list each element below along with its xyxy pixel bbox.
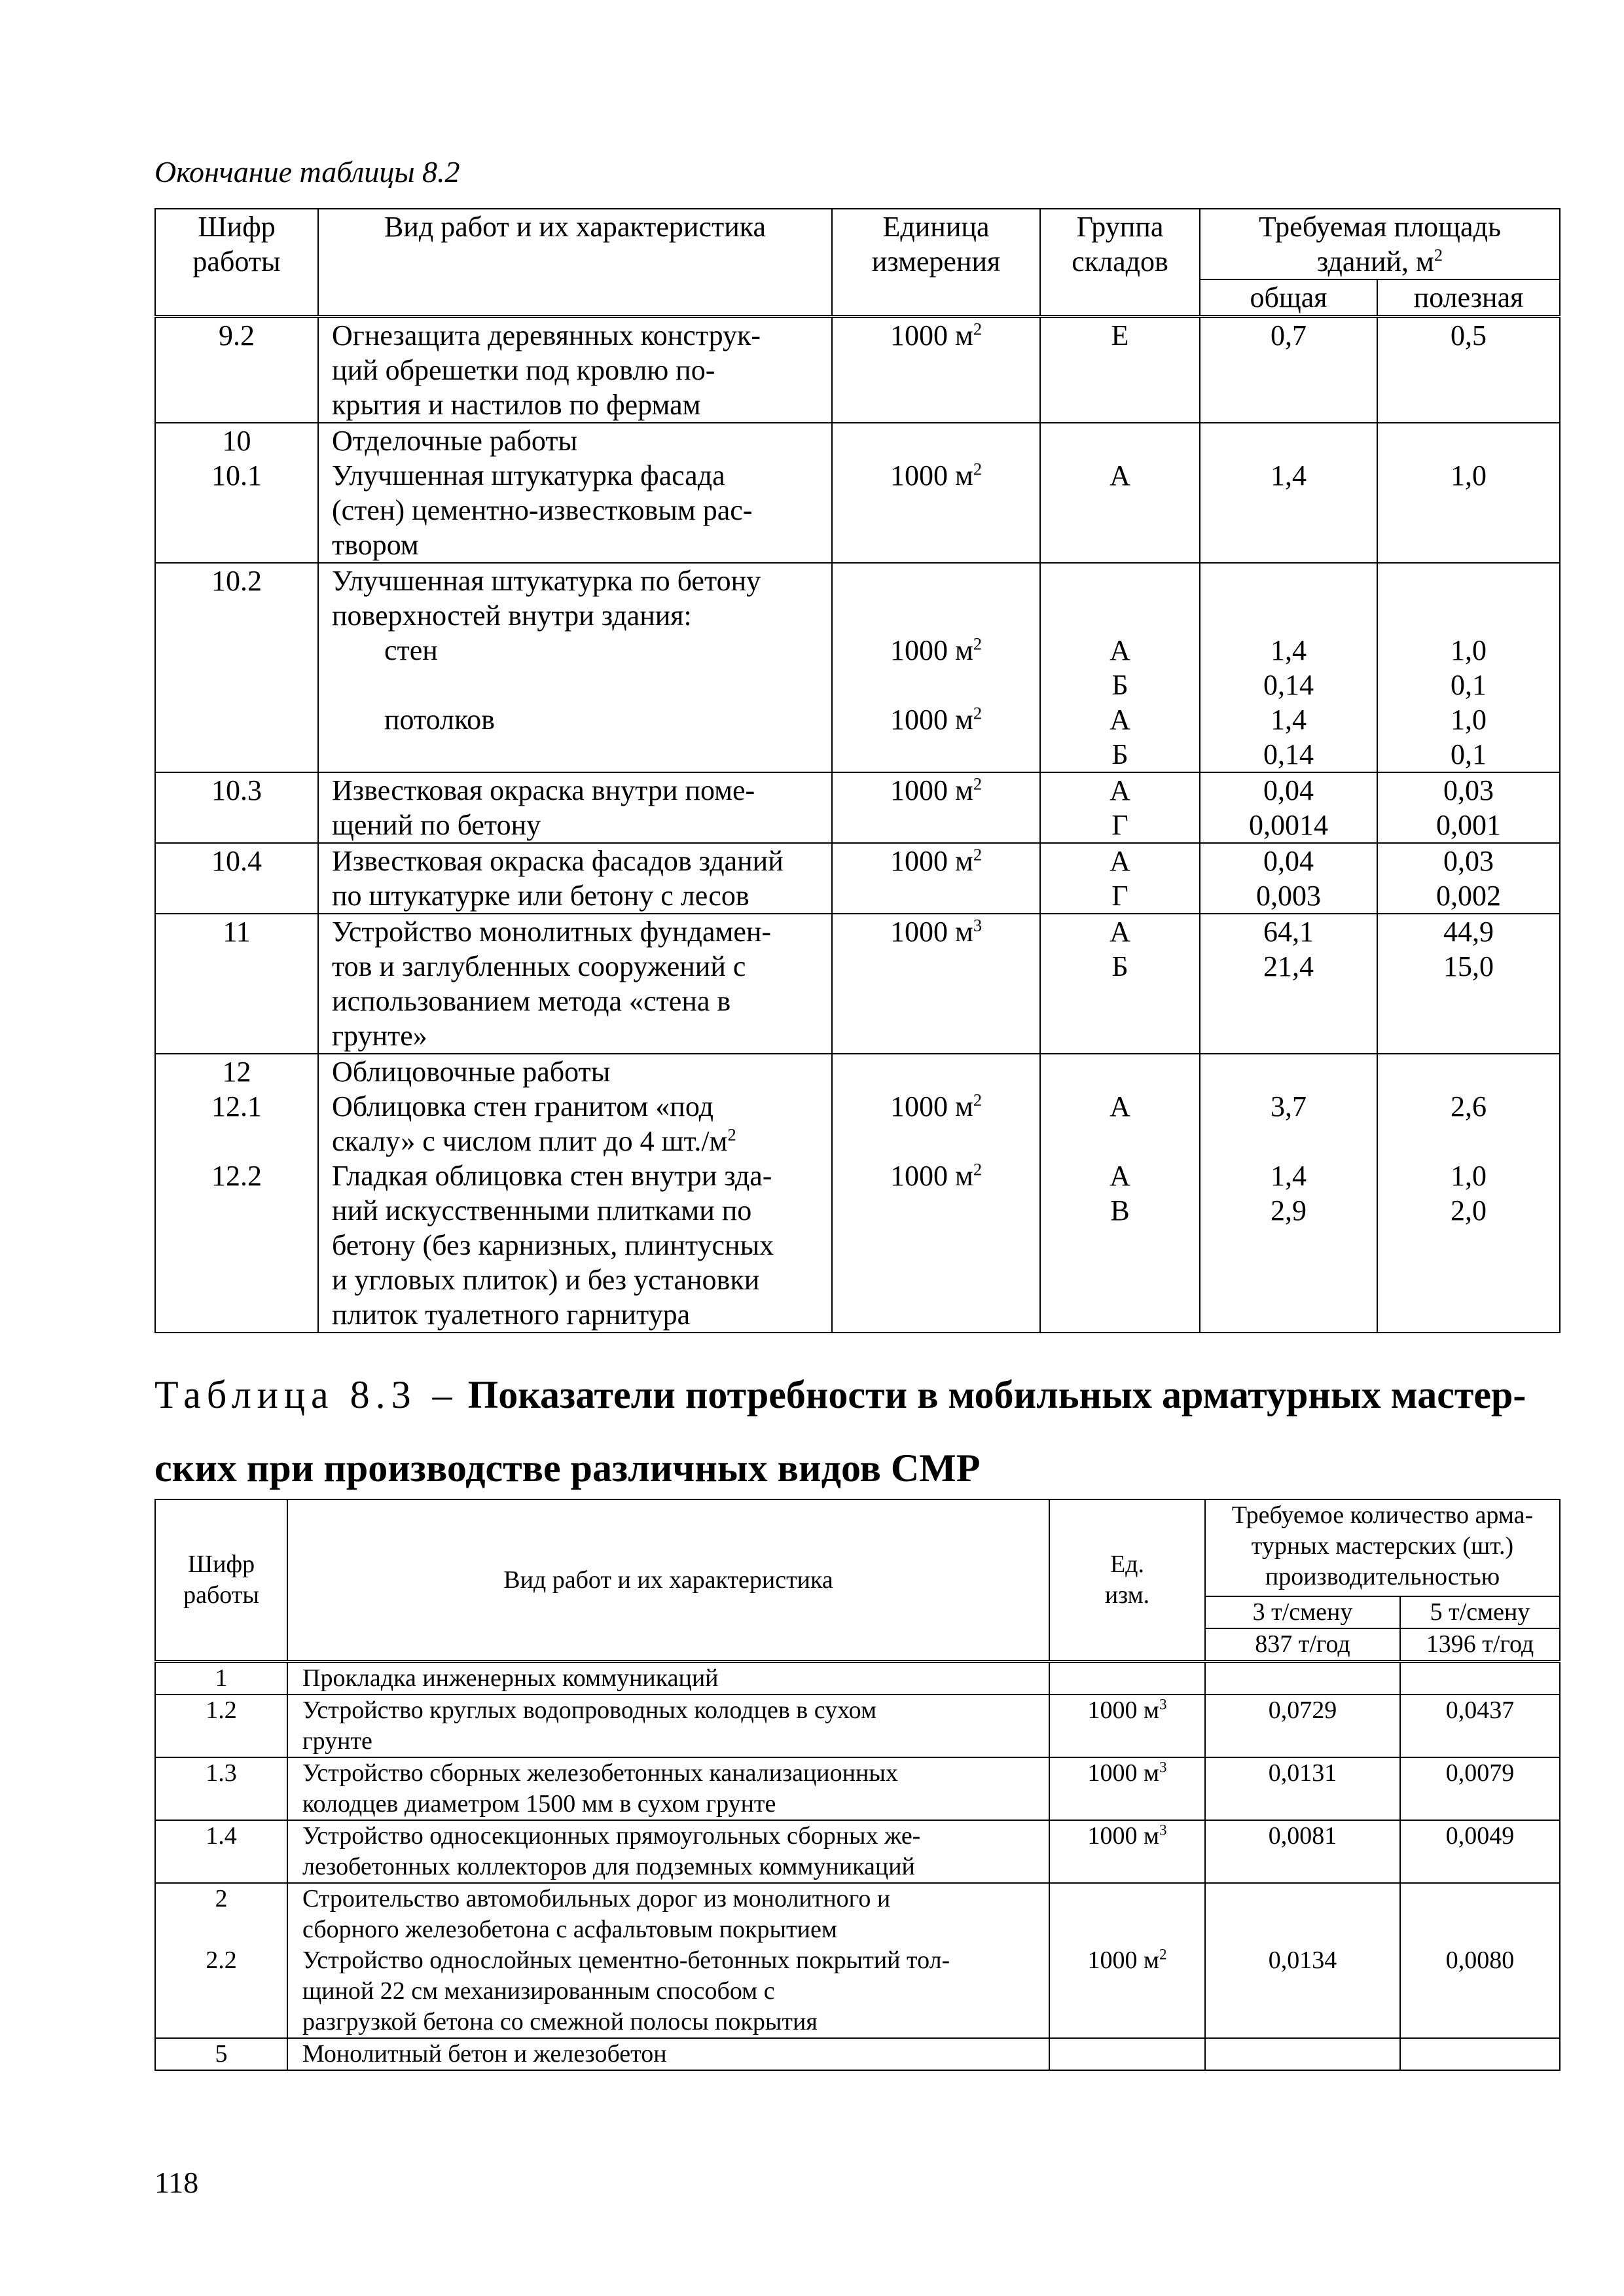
cell-line: Облицовочные работы <box>332 1056 611 1088</box>
table-row <box>155 1662 1560 1695</box>
cell-line: 15,0 <box>1443 950 1494 982</box>
page-number: 118 <box>154 2166 199 2199</box>
cell-line: бетону (без карнизных, плинтусных <box>332 1229 774 1261</box>
superscript: 2 <box>973 774 983 794</box>
cell-line: 0,1 <box>1451 669 1487 701</box>
cell-line <box>1401 1884 1559 1914</box>
cell-line: плиток туалетного гарнитура <box>332 1299 691 1331</box>
cell-desc <box>318 563 832 772</box>
cell-line: Прокладка инженерных коммуникаций <box>302 1664 719 1692</box>
cell-line <box>1050 1884 1204 1914</box>
superscript: 3 <box>973 915 983 935</box>
cell-line: грунте» <box>332 1020 427 1052</box>
cell-line <box>1200 564 1377 598</box>
cell-line <box>1206 2039 1399 2070</box>
t2-header-c1a: 3 т/смену <box>1205 1596 1400 1628</box>
cell-line: А <box>1110 1090 1130 1122</box>
cell-code <box>155 1757 287 1820</box>
cell-unit <box>832 772 1040 843</box>
cell-code <box>155 423 318 563</box>
cell-line: Устройство однослойных цементно-бетонных покрытий тол- <box>302 1946 950 1974</box>
cell-line: 1.3 <box>206 1759 237 1787</box>
superscript: 2 <box>973 1090 983 1110</box>
cell-line <box>1378 1054 1559 1089</box>
header-group: Группа складов <box>1040 209 1200 317</box>
cell-line: 0,14 <box>1263 669 1314 701</box>
table-8-2 <box>154 208 1561 1333</box>
table-row <box>155 843 1560 914</box>
cell-line: грунте <box>302 1727 372 1755</box>
cell-desc <box>287 1820 1049 1883</box>
cell-line: 44,9 <box>1443 916 1494 948</box>
table-row <box>155 772 1560 843</box>
cell-line: 2,9 <box>1271 1194 1307 1227</box>
cell-unit <box>1049 1820 1205 1883</box>
cell-group <box>1040 1054 1200 1333</box>
cell-line: Г <box>1111 880 1128 912</box>
table-row <box>155 1695 1560 1757</box>
cell-line: скалу» с числом плит до 4 $шт./м^2$ <box>332 1124 736 1157</box>
cell-desc <box>318 317 832 423</box>
superscript: 2 <box>1159 1946 1167 1963</box>
superscript: 2 <box>1434 245 1443 265</box>
cell-line: 1.4 <box>206 1822 237 1850</box>
cell-line: 10.4 <box>211 845 262 877</box>
cell-line: 1000 $м^2$ <box>890 774 983 806</box>
cell-line: 0,0014 <box>1249 809 1328 841</box>
cell-line: 1000 $м^3$ <box>1087 1821 1167 1850</box>
cell-line <box>1050 1663 1204 1694</box>
header-useful: полезная <box>1377 279 1560 317</box>
table-row <box>155 1054 1560 1333</box>
cell-code <box>155 1883 287 2038</box>
cell-unit <box>1049 1695 1205 1757</box>
cell-desc <box>287 1695 1049 1757</box>
superscript: 2 <box>973 634 983 654</box>
cell-desc <box>287 2038 1049 2070</box>
cell-line: 0,14 <box>1263 738 1314 770</box>
cell-line: 3,7 <box>1271 1090 1307 1122</box>
t2-header-c1b: 837 т/год <box>1205 1628 1400 1662</box>
cell-group <box>1040 772 1200 843</box>
cell-line: Б <box>1111 950 1128 982</box>
cell-line: 2.2 <box>206 1946 237 1974</box>
table-body <box>155 317 1560 1333</box>
cell-line <box>1401 2039 1559 2070</box>
cell-line: 64,1 <box>1263 916 1314 948</box>
cell-line: 1000 $м^3$ <box>890 915 983 948</box>
cell-total <box>1200 317 1377 423</box>
cell-line <box>833 668 1039 702</box>
cell-line: стен <box>384 634 438 666</box>
cell-line: Е <box>1111 319 1129 351</box>
cell-line: А <box>1110 704 1130 736</box>
cell-line: 0,04 <box>1263 845 1314 877</box>
cell-v2 <box>1400 1695 1560 1757</box>
cell-line <box>1041 423 1199 458</box>
cell-line: Б <box>1111 669 1128 701</box>
cell-line: 2,6 <box>1451 1090 1487 1122</box>
superscript: 2 <box>973 459 983 479</box>
cell-code <box>155 843 318 914</box>
header-area: Требуемая площадь зданий, $м^2$ <box>1200 209 1560 279</box>
cell-line: Отделочные работы <box>332 425 578 457</box>
t2-header-unit: Ед. изм. <box>1049 1499 1205 1662</box>
cell-group <box>1040 317 1200 423</box>
cell-line <box>1378 1124 1559 1158</box>
cell-line: 0,1 <box>1451 738 1487 770</box>
table-8-3 <box>154 1499 1561 2071</box>
cell-line: ний искусственными плитками по <box>332 1194 752 1227</box>
cell-line: 0,03 <box>1443 845 1494 877</box>
cell-total <box>1200 563 1377 772</box>
table-row <box>155 914 1560 1054</box>
t2-header-code: Шифр работы <box>155 1499 287 1662</box>
t2-header-work: Вид работ и их характеристика <box>287 1499 1049 1662</box>
cell-line: ций обрешетки под кровлю по- <box>332 354 715 386</box>
cell-line: А <box>1110 774 1130 806</box>
cell-line <box>1206 1884 1399 1914</box>
table-8-3-title: Таблица 8.3 – Показатели потребности в мобильных арматурных мастер-ских при производстве различных видов СМР <box>154 1373 1526 1490</box>
cell-line <box>1200 1054 1377 1089</box>
cell-line: 1000 $м^2$ <box>890 1159 983 1192</box>
t2-header-c2b: 1396 т/год <box>1400 1628 1560 1662</box>
table-row <box>155 563 1560 772</box>
cell-total <box>1200 914 1377 1054</box>
cell-line: 0,04 <box>1263 774 1314 806</box>
cell-desc <box>318 423 832 563</box>
cell-line <box>833 598 1039 633</box>
cell-unit <box>1049 1662 1205 1695</box>
table-caption: Окончание таблицы 8.2 <box>154 155 460 188</box>
cell-line: Гладкая облицовка стен внутри зда- <box>332 1160 772 1192</box>
cell-unit <box>1049 1883 1205 2038</box>
table-row <box>155 1883 1560 2038</box>
cell-line: 1000 $м^2$ <box>890 319 983 351</box>
cell-v1 <box>1205 1662 1400 1695</box>
cell-code <box>155 1695 287 1757</box>
cell-line: 10.2 <box>211 565 262 597</box>
cell-line <box>1041 598 1199 633</box>
cell-line <box>1041 1054 1199 1089</box>
cell-line: 0,0437 <box>1445 1696 1515 1724</box>
cell-desc <box>318 914 832 1054</box>
cell-line <box>833 1054 1039 1089</box>
cell-line: (стен) цементно-известковым рас- <box>332 494 753 526</box>
cell-line: и угловых плиток) и без установки <box>332 1264 760 1296</box>
cell-line <box>156 1124 317 1158</box>
cell-unit <box>832 914 1040 1054</box>
cell-line: В <box>1110 1194 1130 1227</box>
cell-code <box>155 772 318 843</box>
cell-code <box>155 914 318 1054</box>
cell-line: 2,0 <box>1451 1194 1487 1227</box>
cell-line: 0,7 <box>1271 319 1307 351</box>
cell-total <box>1200 772 1377 843</box>
cell-line: 1 <box>215 1664 228 1692</box>
cell-line: 11 <box>223 916 251 948</box>
cell-line: 0,0049 <box>1445 1822 1515 1850</box>
cell-code <box>155 317 318 423</box>
header-total: общая <box>1200 279 1377 317</box>
cell-line: А <box>1110 916 1130 948</box>
cell-line: Б <box>1111 738 1128 770</box>
cell-line: крытия и настилов по фермам <box>332 389 701 421</box>
cell-line: твором <box>332 529 419 561</box>
cell-line: 9.2 <box>219 319 255 351</box>
superscript: 3 <box>1159 1759 1167 1776</box>
cell-line: Устройство односекционных прямоугольных сборных же- <box>302 1822 921 1850</box>
cell-total <box>1200 1054 1377 1333</box>
cell-line: Огнезащита деревянных конструк- <box>332 319 761 351</box>
cell-useful <box>1377 1054 1560 1333</box>
cell-v1 <box>1205 1883 1400 2038</box>
superscript: 3 <box>1159 1696 1167 1713</box>
cell-line: 10.1 <box>211 459 262 492</box>
cell-line: 0,0081 <box>1268 1822 1337 1850</box>
cell-line: лезобетонных коллекторов для подземных коммуникаций <box>302 1853 915 1880</box>
cell-useful <box>1377 563 1560 772</box>
cell-line <box>1401 1914 1559 1945</box>
cell-line: А <box>1110 634 1130 666</box>
cell-code <box>155 1820 287 1883</box>
cell-total <box>1200 423 1377 563</box>
cell-line: 1,0 <box>1451 634 1487 666</box>
cell-unit <box>832 563 1040 772</box>
cell-line: 0,0079 <box>1445 1759 1515 1787</box>
cell-line: поверхностей внутри здания: <box>332 600 692 632</box>
cell-line: 1000 $м^3$ <box>1087 1696 1167 1724</box>
superscript: 2 <box>973 703 983 723</box>
cell-line: 10.3 <box>211 774 262 806</box>
cell-line <box>833 1124 1039 1158</box>
cell-line: 1000 $м^2$ <box>1087 1946 1167 1974</box>
cell-line: щений по бетону <box>332 809 541 841</box>
cell-line <box>1050 1914 1204 1945</box>
cell-v2 <box>1400 1883 1560 2038</box>
cell-line: 0,0134 <box>1268 1946 1337 1974</box>
cell-line: 1000 $м^2$ <box>890 703 983 736</box>
cell-line: Устройство сборных железобетонных канализационных <box>302 1759 898 1787</box>
cell-v2 <box>1400 1662 1560 1695</box>
cell-line <box>833 423 1039 458</box>
cell-useful <box>1377 772 1560 843</box>
cell-line: 1,4 <box>1271 459 1307 492</box>
cell-line: сборного железобетона с асфальтовым покрытием <box>302 1916 837 1943</box>
cell-line <box>1200 1124 1377 1158</box>
table-body <box>155 1662 1560 2071</box>
cell-line: 1,0 <box>1451 1160 1487 1192</box>
cell-line: Г <box>1111 809 1128 841</box>
table-row <box>155 423 1560 563</box>
cell-group <box>1040 843 1200 914</box>
cell-unit <box>832 423 1040 563</box>
superscript: 2 <box>727 1124 736 1145</box>
cell-group <box>1040 563 1200 772</box>
cell-useful <box>1377 423 1560 563</box>
table-row <box>155 2038 1560 2070</box>
cell-line: Устройство круглых водопроводных колодцев в сухом <box>302 1696 876 1724</box>
cell-line: Монолитный бетон и железобетон <box>302 2040 667 2068</box>
cell-line: 1000 $м^2$ <box>890 459 983 492</box>
cell-line: 0,002 <box>1436 880 1501 912</box>
superscript: 2 <box>973 1159 983 1179</box>
table-row <box>155 1820 1560 1883</box>
cell-line: 0,003 <box>1256 880 1321 912</box>
cell-line: 1,0 <box>1451 704 1487 736</box>
superscript: 3 <box>1159 1821 1167 1839</box>
superscript: 2 <box>973 319 983 339</box>
cell-line: 5 <box>215 2040 228 2068</box>
cell-line: 1000 $м^2$ <box>890 1090 983 1122</box>
cell-line: 1000 $м^2$ <box>890 634 983 666</box>
cell-line <box>1206 1914 1399 1945</box>
table-row <box>155 317 1560 423</box>
cell-line: колодцев диаметром 1500 мм в сухом грунте <box>302 1790 776 1818</box>
cell-line: использованием метода «стена в <box>332 985 731 1017</box>
cell-line: 0,0131 <box>1268 1759 1337 1787</box>
cell-line <box>833 737 1039 772</box>
cell-desc <box>287 1883 1049 2038</box>
cell-line: 0,0729 <box>1268 1696 1337 1724</box>
cell-desc <box>287 1757 1049 1820</box>
cell-line: 12 <box>222 1056 251 1088</box>
cell-line <box>1206 1663 1399 1694</box>
cell-line: 21,4 <box>1263 950 1314 982</box>
t2-header-c2a: 5 т/смену <box>1400 1596 1560 1628</box>
cell-useful <box>1377 843 1560 914</box>
cell-unit <box>1049 1757 1205 1820</box>
cell-line <box>1200 598 1377 633</box>
cell-unit <box>1049 2038 1205 2070</box>
cell-line: потолков <box>384 704 495 736</box>
cell-line: А <box>1110 459 1130 492</box>
cell-line: по штукатурке или бетону с лесов <box>332 880 749 912</box>
cell-code <box>155 1662 287 1695</box>
cell-code <box>155 2038 287 2070</box>
superscript: 2 <box>973 844 983 865</box>
cell-v2 <box>1400 1757 1560 1820</box>
cell-v1 <box>1205 2038 1400 2070</box>
cell-v2 <box>1400 2038 1560 2070</box>
cell-line <box>1041 1124 1199 1158</box>
cell-line <box>1378 423 1559 458</box>
cell-line: Улучшенная штукатурка по бетону <box>332 565 761 597</box>
cell-line: А <box>1110 845 1130 877</box>
cell-line: 0,001 <box>1436 809 1501 841</box>
cell-line <box>1378 564 1559 598</box>
cell-line: Улучшенная штукатурка фасада <box>332 459 725 492</box>
cell-line <box>1041 564 1199 598</box>
t2-header-qty: Требуемое количество арма- турных мастерских (шт.) производительностью <box>1205 1499 1560 1596</box>
cell-v2 <box>1400 1820 1560 1883</box>
cell-line: 0,0080 <box>1445 1946 1515 1974</box>
cell-line: 12.1 <box>211 1090 262 1122</box>
cell-v1 <box>1205 1695 1400 1757</box>
cell-line: 1,4 <box>1271 1160 1307 1192</box>
cell-line: 1000 $м^3$ <box>1087 1759 1167 1787</box>
header-work: Вид работ и их характеристика <box>318 209 832 317</box>
cell-line: Устройство монолитных фундамен- <box>332 916 772 948</box>
cell-line <box>1050 2039 1204 2070</box>
header-unit: Единица измерения <box>832 209 1040 317</box>
cell-line: тов и заглубленных сооружений с <box>332 950 746 982</box>
cell-code <box>155 563 318 772</box>
cell-total <box>1200 843 1377 914</box>
cell-line: Строительство автомобильных дорог из монолитного и <box>302 1885 891 1912</box>
cell-line: А <box>1110 1160 1130 1192</box>
cell-v1 <box>1205 1757 1400 1820</box>
cell-line <box>332 668 825 702</box>
cell-line: Известковая окраска внутри поме- <box>332 774 755 806</box>
cell-line <box>156 1914 287 1945</box>
cell-unit <box>832 843 1040 914</box>
cell-group <box>1040 423 1200 563</box>
cell-v1 <box>1205 1820 1400 1883</box>
cell-line: щиной 22 см механизированным способом с <box>302 1977 775 2005</box>
cell-desc <box>318 843 832 914</box>
cell-code <box>155 1054 318 1333</box>
cell-line: Известковая окраска фасадов зданий <box>332 845 784 877</box>
cell-line <box>833 564 1039 598</box>
cell-line: 1,4 <box>1271 634 1307 666</box>
cell-line: разгрузкой бетона со смежной полосы покрытия <box>302 2008 818 2036</box>
cell-line: 1,4 <box>1271 704 1307 736</box>
cell-line <box>332 737 825 772</box>
cell-desc <box>318 1054 832 1333</box>
cell-line: 2 <box>215 1885 228 1912</box>
cell-line: 0,03 <box>1443 774 1494 806</box>
cell-unit <box>832 317 1040 423</box>
cell-line <box>1378 598 1559 633</box>
cell-line: Облицовка стен гранитом «под <box>332 1090 713 1122</box>
cell-line: 10 <box>222 425 251 457</box>
table-row <box>155 1757 1560 1820</box>
cell-line: 1.2 <box>206 1696 237 1724</box>
cell-line: 1,0 <box>1451 459 1487 492</box>
cell-group <box>1040 914 1200 1054</box>
cell-line: 0,5 <box>1451 319 1487 351</box>
cell-desc <box>318 772 832 843</box>
cell-unit <box>832 1054 1040 1333</box>
cell-line: 12.2 <box>211 1160 262 1192</box>
cell-line <box>1200 423 1377 458</box>
cell-desc <box>287 1662 1049 1695</box>
cell-line <box>1401 1663 1559 1694</box>
header-code: Шифр работы <box>155 209 318 317</box>
cell-useful <box>1377 914 1560 1054</box>
cell-useful <box>1377 317 1560 423</box>
cell-line: 1000 $м^2$ <box>890 844 983 877</box>
